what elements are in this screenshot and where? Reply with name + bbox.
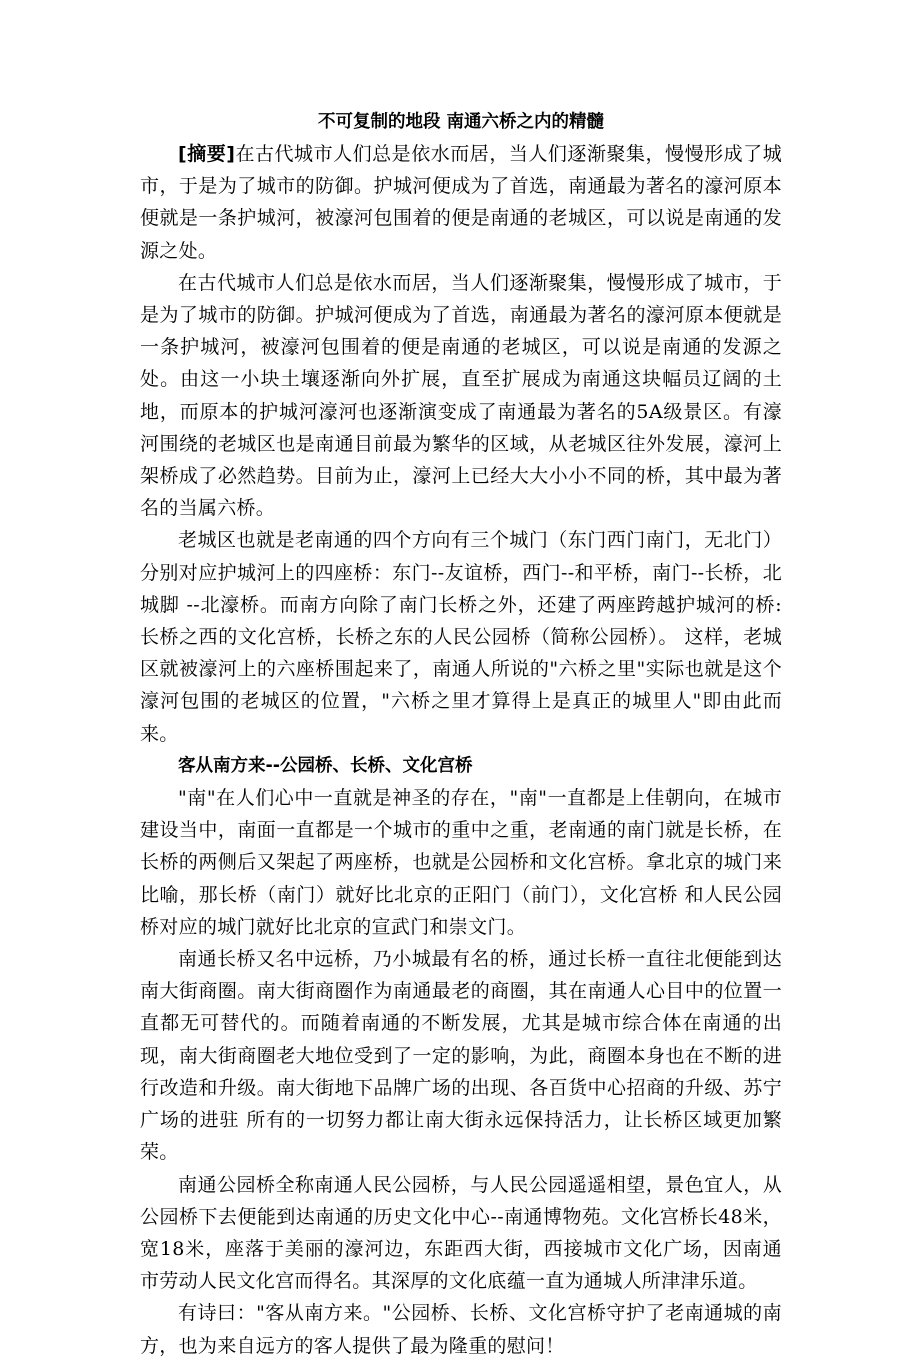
body-paragraph: 南通长桥又名中远桥，乃小城最有名的桥，通过长桥一直往北便能到达南大街商圈。南大街商圈作为南通最老的商圈，其在南通人心目中的位置一直都无可替代的。而随着南通的不断发展，尤其是城市综合体在南通的出现，南大街商圈老大地位受到了一定的影响，为此，商圈本身也在不断的进行改造和升级。南大街地下品牌广场的出现、各百货中心招商的升级、苏宁广场的进驻 所有的一切努力都让南大街永远保持活力，让长桥区域更加繁荣。 [140,948,782,1164]
body-paragraph: 老城区也就是老南通的四个方向有三个城门（东门西门南门，无北门）分别对应护城河上的四座桥：东门--友谊桥，西门--和平桥，南门--长桥，北城脚 --北濠桥。而南方向除了南门长桥之外，还建了两座跨越护城河的桥: 长桥之西的文化宫桥，长桥之东的人民公园桥（简称公园桥）。 这样，老城区就被濠河上的六座桥围起来了，南通人所说的"六桥之里"实际也就是这个濠河包围的老城区的位置，"六桥之里才算得上是真正的城里人"即由此而来。 [140,529,782,745]
summary-text: 在古代城市人们总是依水而居，当人们逐渐聚集，慢慢形成了城市，于是为了城市的防御。护城河便成为了首选，南通最为著名的濠河原本便就是一条护城河，被濠河包围着的便是南通的老城区，可以说是南通的发源之处。 [140,143,782,262]
body-paragraph: 南通公园桥全称南通人民公园桥，与人民公园遥遥相望，景色宜人，从公园桥下去便能到达南通的历史文化中心--南通博物苑。文化宫桥长48米，宽18米，座落于美丽的濠河边，东距西大街，西接城市文化广场，因南通市劳动人民文化宫而得名。其深厚的文化底蕴一直为通城人所津津乐道。 [140,1173,782,1293]
document-page [140,106,782,1362]
document-title: 不可复制的地段 南通六桥之内的精髓 [317,112,605,132]
summary-label: [摘要] [178,143,236,165]
body-paragraph: 有诗曰："客从南方来。"公园桥、长桥、文化宫桥守护了老南通城的南方，也为来自远方的客人提供了最为隆重的慰问！ [140,1302,782,1357]
body-paragraph: 在古代城市人们总是依水而居，当人们逐渐聚集，慢慢形成了城市，于是为了城市的防御。护城河便成为了首选，南通最为著名的濠河原本便就是一条护城河，被濠河包围着的便是南通的老城区，可以说是南通的发源之处。由这一小块土壤逐渐向外扩展，直至扩展成为南通这块幅员辽阔的土地，而原本的护城河濠河也逐渐演变成了南通最为著名的5A级景区。有濠河围绕的老城区也是南通目前最为繁华的区域，从老城区往外发展，濠河上架桥成了必然趋势。目前为止，濠河上已经大大小小不同的桥，其中最为著名的当属六桥。 [140,271,782,520]
summary-paragraph [140,138,782,267]
section-heading: 客从南方来--公园桥、长桥、文化宫桥 [178,755,473,776]
body-paragraph: "南"在人们心中一直就是神圣的存在，"南"一直都是上佳朝向，在城市建设当中，南面一直都是一个城市的重中之重，老南通的南门就是长桥，在长桥的两侧后又架起了两座桥，也就是公园桥和文化宫桥。拿北京的城门来比喻，那长桥（南门）就好比北京的正阳门（前门），文化宫桥 和人民公园桥对应的城门就好比北京的宣武门和崇文门。 [140,787,782,938]
